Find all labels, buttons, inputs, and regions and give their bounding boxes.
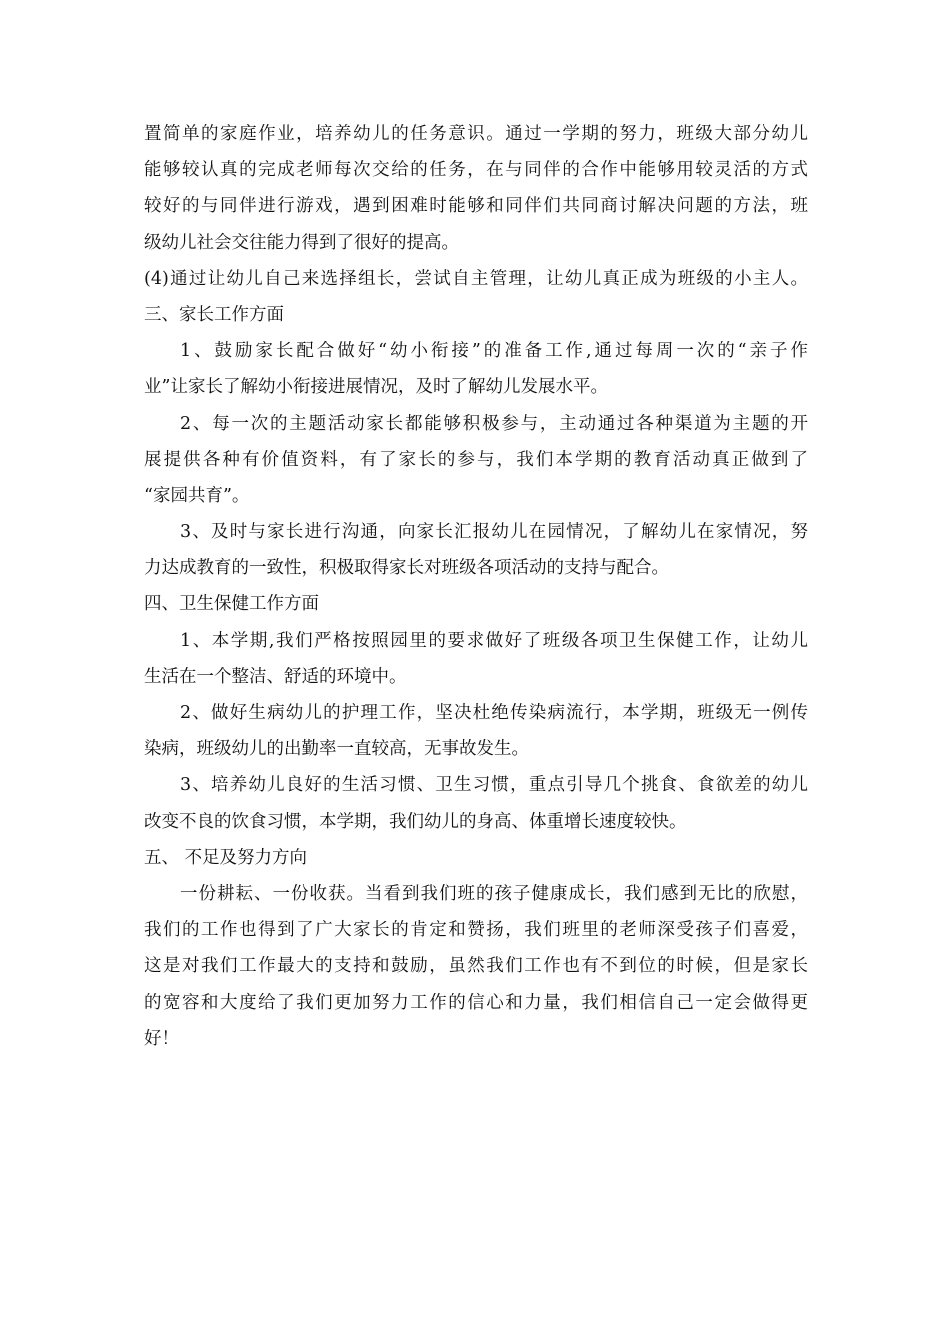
text-line: (4)通过让幼儿自己来选择组长，尝试自主管理，让幼儿真正成为班级的小主人。 (144, 268, 808, 289)
section-heading: 三、家长工作方面 (144, 304, 284, 325)
text-line: 这是对我们工作最大的支持和鼓励，虽然我们工作也有不到位的时候，但是家长 (144, 956, 808, 977)
text-line: 好！ (144, 1028, 179, 1049)
text-line: 较好的与同伴进行游戏，遇到困难时能够和同伴们共同商讨解决问题的方法，班 (144, 196, 808, 217)
text-line: 展提供各种有价值资料，有了家长的参与，我们本学期的教育活动真正做到了 (144, 449, 808, 470)
text-line: 3、培养幼儿良好的生活习惯、卫生习惯，重点引导几个挑食、食欲差的幼儿 (180, 775, 808, 796)
text-line: 2、做好生病幼儿的护理工作，坚决杜绝传染病流行，本学期，班级无一例传 (180, 703, 808, 723)
section-heading: 四、卫生保健工作方面 (144, 594, 319, 615)
text-line: 力达成教育的一致性，积极取得家长对班级各项活动的支持与配合。 (144, 558, 669, 579)
text-line: 2、每一次的主题活动家长都能够积极参与，主动通过各种渠道为主题的开 (180, 413, 808, 434)
text-line: 置简单的家庭作业，培养幼儿的任务意识。通过一学期的努力，班级大部分幼儿 (144, 124, 808, 144)
text-line: 生活在一个整洁、舒适的环境中。 (144, 666, 407, 687)
text-line: 染病，班级幼儿的出勤率一直较高，无事故发生。 (144, 739, 529, 760)
text-line: 1、鼓励家长配合做好“幼小衔接”的准备工作,通过每周一次的“亲子作 (180, 341, 808, 362)
text-line: 能够较认真的完成老师每次交给的任务，在与同伴的合作中能够用较灵活的方式 (144, 160, 808, 181)
text-line: 1、本学期,我们严格按照园里的要求做好了班级各项卫生保健工作，让幼儿 (180, 630, 808, 651)
text-line: 一份耕耘、一份收获。当看到我们班的孩子健康成长，我们感到无比的欣慰， (180, 883, 808, 904)
section-heading: 五、 不足及努力方向 (144, 847, 308, 868)
document-page (144, 116, 808, 1057)
text-line: 改变不良的饮食习惯，本学期，我们幼儿的身高、体重增长速度较快。 (144, 811, 687, 832)
text-line: 业”让家长了解幼小衔接进展情况，及时了解幼儿发展水平。 (144, 377, 608, 398)
text-line: “家园共育”。 (144, 485, 250, 506)
text-line: 的宽容和大度给了我们更加努力工作的信心和力量，我们相信自己一定会做得更 (144, 992, 808, 1013)
text-line: 级幼儿社会交往能力得到了很好的提高。 (144, 232, 459, 253)
text-line: 3、及时与家长进行沟通，向家长汇报幼儿在园情况，了解幼儿在家情况，努 (180, 522, 808, 543)
text-line: 我们的工作也得到了广大家长的肯定和赞扬，我们班里的老师深受孩子们喜爱， (144, 920, 808, 941)
